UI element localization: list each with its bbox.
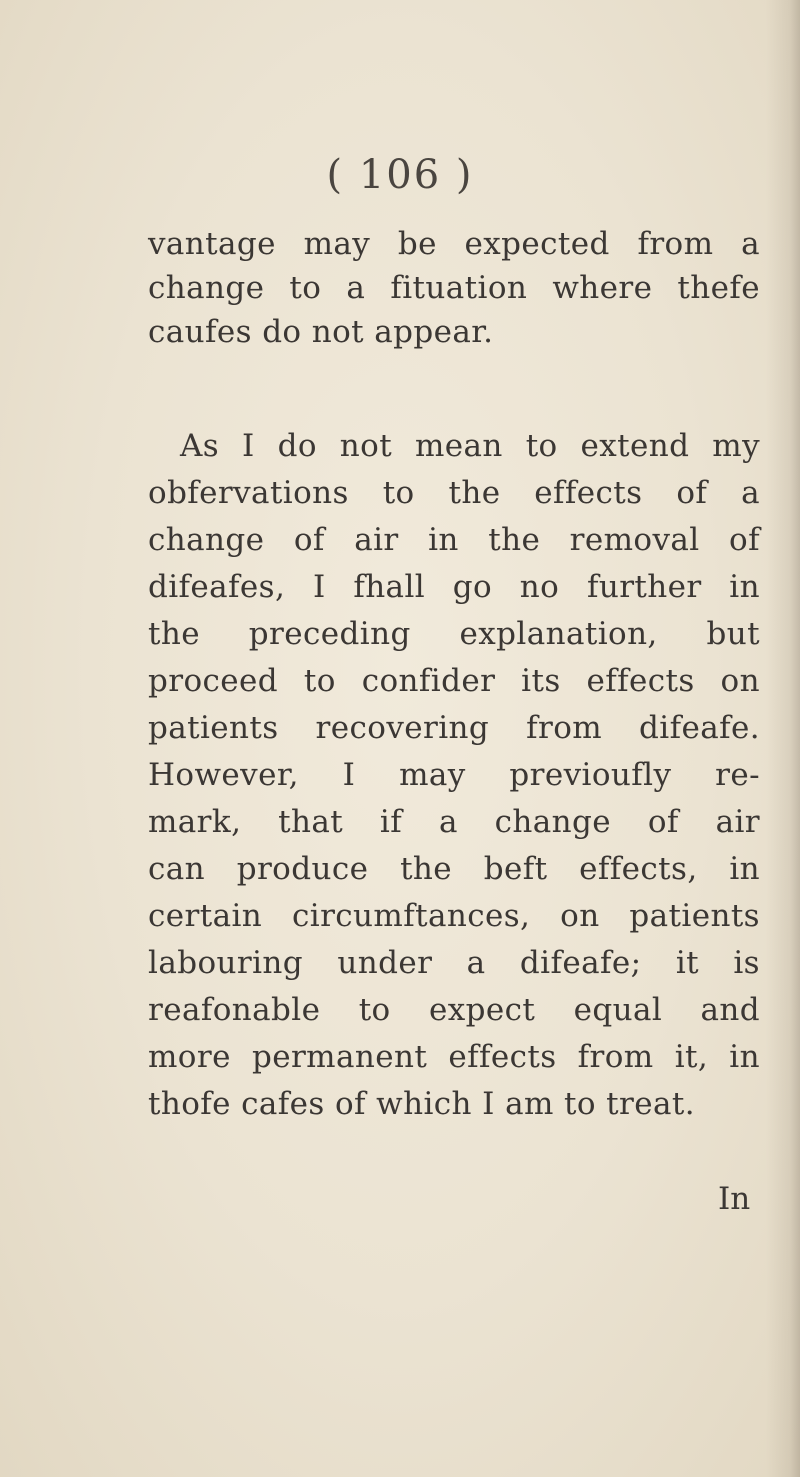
text-line: more permanent effects from it, in xyxy=(148,1039,760,1075)
text-line: thofe cafes of which I am to treat. xyxy=(148,1086,695,1122)
text-line: mark, that if a change of air xyxy=(148,804,760,840)
text-line: certain circumftances, on patients xyxy=(148,898,760,934)
text-line: obfervations to the effects of a xyxy=(148,475,760,511)
text-line: patients recovering from difeafe. xyxy=(148,710,760,746)
text-line: the preceding explanation, but xyxy=(148,616,760,652)
text-line: caufes do not appear. xyxy=(148,314,494,350)
text-line: can produce the beft effects, in xyxy=(148,851,760,887)
text-line: proceed to confider its effects on xyxy=(148,663,760,699)
text-line: As I do not mean to extend my xyxy=(180,428,760,464)
text-line: reafonable to expect equal and xyxy=(148,992,760,1028)
text-line: difeafes, I fhall go no further in xyxy=(148,569,760,605)
text-line: vantage may be expected from a xyxy=(148,226,760,262)
catchword: In xyxy=(718,1181,751,1217)
text-line: labouring under a difeafe; it is xyxy=(148,945,760,981)
page-number: ( 106 ) xyxy=(326,152,474,198)
page-edge-shadow xyxy=(766,0,800,1477)
text-line: change to a fituation where thefe xyxy=(148,270,760,306)
text-line: change of air in the removal of xyxy=(148,522,760,558)
text-line: However, I may previoufly re- xyxy=(148,757,760,793)
